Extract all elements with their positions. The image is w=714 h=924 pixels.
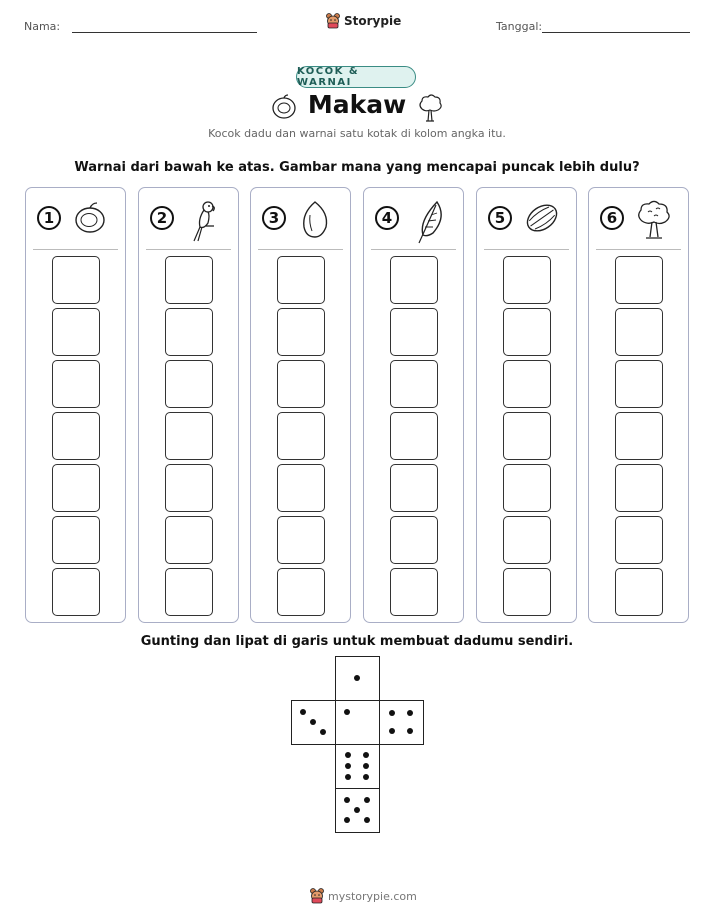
color-box[interactable] [52, 360, 100, 408]
die-pip [354, 807, 360, 813]
color-box[interactable] [615, 464, 663, 512]
die-pip [344, 797, 350, 803]
color-box[interactable] [165, 464, 213, 512]
color-box[interactable] [277, 360, 325, 408]
column-4 [363, 187, 464, 623]
die-pip [345, 763, 351, 769]
color-box[interactable] [503, 464, 551, 512]
column-divider [484, 249, 569, 250]
color-box[interactable] [503, 256, 551, 304]
column-divider [258, 249, 343, 250]
die-pip [363, 752, 369, 758]
name-label: Nama: [24, 20, 61, 33]
color-box[interactable] [165, 308, 213, 356]
color-box[interactable] [615, 412, 663, 460]
color-box[interactable] [165, 256, 213, 304]
column-2 [138, 187, 239, 623]
color-box[interactable] [52, 568, 100, 616]
column-number: 5 [488, 206, 512, 230]
die-pip [345, 752, 351, 758]
die-pip [364, 817, 370, 823]
name-line [72, 32, 257, 33]
die-face-4 [379, 700, 424, 745]
column-number: 4 [375, 206, 399, 230]
color-box[interactable] [52, 464, 100, 512]
feather-icon [409, 199, 447, 245]
column-number: 1 [37, 206, 61, 230]
column-number: 3 [262, 206, 286, 230]
column-divider [33, 249, 118, 250]
die-face-1 [335, 656, 380, 701]
die-face-6 [335, 744, 380, 789]
column-1 [25, 187, 126, 623]
die-pip [310, 719, 316, 725]
color-box[interactable] [165, 568, 213, 616]
color-box[interactable] [503, 360, 551, 408]
die-pip [345, 774, 351, 780]
die-pip [363, 774, 369, 780]
column-5 [476, 187, 577, 623]
die-pip [344, 709, 350, 715]
color-box[interactable] [165, 516, 213, 564]
column-6 [588, 187, 689, 623]
footer [310, 888, 417, 904]
column-number: 2 [150, 206, 174, 230]
bear-icon [310, 888, 324, 904]
die-pip [407, 710, 413, 716]
die-pip [344, 817, 350, 823]
macaw-parrot-icon [184, 199, 222, 243]
die-face-5 [335, 788, 380, 833]
die-pip [389, 728, 395, 734]
color-box[interactable] [615, 308, 663, 356]
almond-icon [296, 199, 334, 239]
die-pip [364, 797, 370, 803]
date-line [542, 32, 690, 33]
brand-logo [326, 13, 401, 29]
date-label: Tanggal: [496, 20, 543, 33]
footer-url[interactable]: mystorypie.com [328, 889, 417, 903]
column-divider [371, 249, 456, 250]
color-box[interactable] [390, 360, 438, 408]
bear-icon [326, 13, 340, 29]
die-pip [363, 763, 369, 769]
die-face-1 [335, 700, 380, 745]
color-box[interactable] [52, 308, 100, 356]
color-box[interactable] [615, 360, 663, 408]
die-pip [407, 728, 413, 734]
color-box[interactable] [615, 256, 663, 304]
brand-name: Storypie [344, 14, 402, 28]
column-divider [146, 249, 231, 250]
color-box[interactable] [503, 412, 551, 460]
color-box[interactable] [390, 464, 438, 512]
die-pip [354, 675, 360, 681]
coloring-instruction: Warnai dari bawah ke atas. Gambar mana yang mencapai puncak lebih dulu? [74, 160, 640, 175]
column-number: 6 [600, 206, 624, 230]
color-box[interactable] [277, 256, 325, 304]
color-box[interactable] [165, 360, 213, 408]
activity-badge: KOCOK & WARNAI [296, 66, 416, 88]
color-box[interactable] [503, 516, 551, 564]
nut-icon [522, 199, 562, 237]
column-3 [250, 187, 351, 623]
color-box[interactable] [52, 256, 100, 304]
color-box[interactable] [277, 308, 325, 356]
tree-icon [416, 93, 444, 123]
color-box[interactable] [390, 516, 438, 564]
plum-icon [71, 199, 109, 237]
color-box[interactable] [277, 568, 325, 616]
subtitle: Kocok dadu dan warnai satu kotak di kolom angka itu. [208, 127, 506, 140]
color-box[interactable] [615, 516, 663, 564]
die-pip [389, 710, 395, 716]
color-box[interactable] [503, 308, 551, 356]
color-box[interactable] [52, 412, 100, 460]
tree-icon [634, 199, 674, 241]
color-box[interactable] [277, 464, 325, 512]
color-box[interactable] [390, 256, 438, 304]
page-title: Makaw [307, 90, 407, 119]
die-pip [300, 709, 306, 715]
die-face-3 [291, 700, 336, 745]
die-pip [320, 729, 326, 735]
color-box[interactable] [390, 308, 438, 356]
color-box[interactable] [277, 412, 325, 460]
color-box[interactable] [390, 568, 438, 616]
color-box[interactable] [165, 412, 213, 460]
color-box[interactable] [390, 412, 438, 460]
column-divider [596, 249, 681, 250]
cut-instruction: Gunting dan lipat di garis untuk membuat dadumu sendiri. [140, 634, 574, 649]
color-box[interactable] [52, 516, 100, 564]
color-box[interactable] [615, 568, 663, 616]
color-box[interactable] [503, 568, 551, 616]
color-box[interactable] [277, 516, 325, 564]
